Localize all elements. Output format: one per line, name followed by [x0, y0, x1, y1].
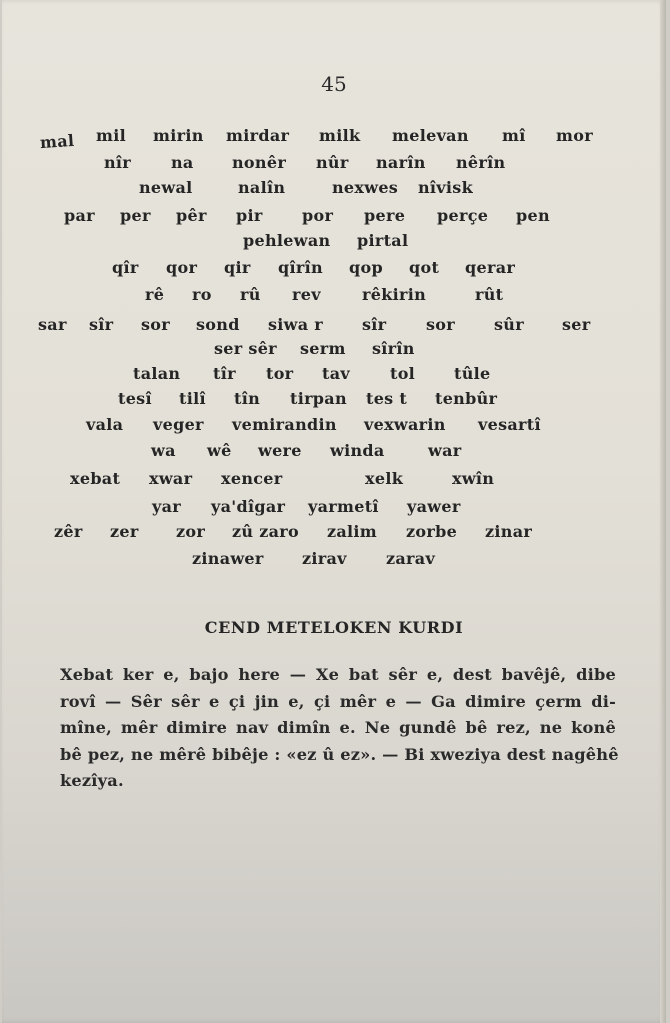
word: talan [133, 364, 181, 383]
word-row [2, 497, 666, 521]
word: xwîn [452, 469, 495, 488]
word: pere [364, 206, 406, 225]
paragraph-line: Xebat ker e, bajo here — Xe bat sêr e, dest bavêjê, dibe [60, 665, 616, 684]
word: pen [516, 206, 550, 225]
word: yar [152, 497, 181, 516]
word: nêrîn [456, 153, 506, 172]
word: mî [502, 126, 526, 145]
word: tîn [234, 389, 261, 408]
word: newal [139, 178, 193, 197]
word-row [2, 469, 666, 493]
word-row [2, 522, 666, 546]
word: qîrîn [278, 258, 323, 277]
word-row [2, 258, 666, 282]
word: zorbe [406, 522, 458, 541]
word: melevan [392, 126, 469, 145]
word: qop [349, 258, 383, 277]
word: sor [426, 315, 456, 334]
word: ser [562, 315, 591, 334]
word: were [258, 441, 302, 460]
word-row [2, 339, 666, 363]
word: xwar [149, 469, 193, 488]
word: na [171, 153, 194, 172]
word-row [2, 231, 666, 255]
word: rê [145, 285, 165, 304]
book-page [2, 0, 666, 1023]
word: qerar [465, 258, 516, 277]
word: mal [39, 130, 75, 153]
word: mirdar [226, 126, 290, 145]
word: vesartî [478, 415, 541, 434]
word: pirtal [357, 231, 409, 250]
word: qor [166, 258, 198, 277]
word-row [2, 415, 666, 439]
word: milk [319, 126, 361, 145]
word: narîn [376, 153, 426, 172]
word: sond [196, 315, 240, 334]
word: ro [192, 285, 212, 304]
word-row [2, 315, 666, 339]
word: tesî [118, 389, 152, 408]
word: tirpan [290, 389, 347, 408]
word: vexwarin [364, 415, 446, 434]
word: xebat [70, 469, 121, 488]
word: tol [390, 364, 416, 383]
word: pir [236, 206, 263, 225]
word: pehlewan [243, 231, 331, 250]
word: wa [151, 441, 176, 460]
word: qot [409, 258, 440, 277]
word: rêkirin [362, 285, 427, 304]
word: rût [475, 285, 504, 304]
word: winda [330, 441, 385, 460]
word: zêr [54, 522, 83, 541]
paragraph-line: mîne, mêr dimire nav dimîn e. Ne gundê bê rez, ne konê [60, 718, 616, 737]
word-row [2, 441, 666, 465]
word: sîr [362, 315, 387, 334]
word: veger [153, 415, 204, 434]
word: nalîn [238, 178, 286, 197]
word: xelk [365, 469, 404, 488]
word: perçe [437, 206, 489, 225]
word: sîrîn [372, 339, 415, 358]
word: rû [240, 285, 261, 304]
word: rev [292, 285, 321, 304]
word: tor [266, 364, 294, 383]
word: zirav [302, 549, 347, 568]
word: zinar [485, 522, 533, 541]
word: serm [300, 339, 346, 358]
word: qir [224, 258, 251, 277]
word: zinawer [192, 549, 264, 568]
word: zû zaro [232, 522, 299, 541]
word: pêr [176, 206, 207, 225]
word: zer [110, 522, 139, 541]
word: ya'dîgar [211, 497, 286, 516]
word: xencer [221, 469, 283, 488]
word: siwa r [268, 315, 324, 334]
word-row [2, 153, 666, 177]
word-row [2, 178, 666, 202]
word: mor [556, 126, 593, 145]
word: par [64, 206, 95, 225]
word: tûle [454, 364, 491, 383]
word-row [2, 389, 666, 413]
word: vala [86, 415, 124, 434]
word: sîr [89, 315, 114, 334]
word: zarav [386, 549, 436, 568]
word: zor [176, 522, 206, 541]
paragraph-line: bê pez, ne mêrê bibêje : «ez û ez». — Bi xweziya dest nagêhê [60, 744, 619, 764]
word: sar [38, 315, 67, 334]
paragraph-line: rovî — Sêr sêr e çi jin e, çi mêr e — Ga dimire çerm di- [60, 691, 616, 711]
word-row [2, 549, 666, 573]
word: wê [207, 441, 232, 460]
word: tenbûr [435, 389, 498, 408]
word: nîr [104, 153, 132, 172]
word: nûr [316, 153, 349, 172]
word: nexwes [332, 178, 399, 197]
word: sor [141, 315, 171, 334]
word-row [2, 285, 666, 309]
word: yawer [407, 497, 461, 516]
paragraph-line: kezîya. [60, 771, 124, 790]
word-row [2, 364, 666, 388]
word: tes t [366, 389, 408, 408]
word: tav [322, 364, 350, 383]
word: mirin [153, 126, 204, 145]
word: vemirandin [232, 415, 337, 434]
word: yarmetî [308, 497, 379, 516]
word: zalim [327, 522, 378, 541]
word-row [2, 126, 666, 153]
section-title: CEND METELOKEN KURDI [204, 618, 464, 637]
word: sûr [494, 315, 524, 334]
proverbs-paragraph [60, 662, 619, 795]
word: ser sêr [214, 339, 277, 358]
word: qîr [112, 258, 139, 277]
word-row [2, 206, 666, 230]
word: por [302, 206, 334, 225]
word: nonêr [232, 153, 287, 172]
word: nîvisk [418, 178, 473, 197]
page-number: 45 [321, 72, 347, 96]
word: tilî [179, 389, 206, 408]
word: per [120, 206, 151, 225]
word: mil [96, 126, 126, 145]
word: war [428, 441, 462, 460]
word: tîr [213, 364, 236, 383]
